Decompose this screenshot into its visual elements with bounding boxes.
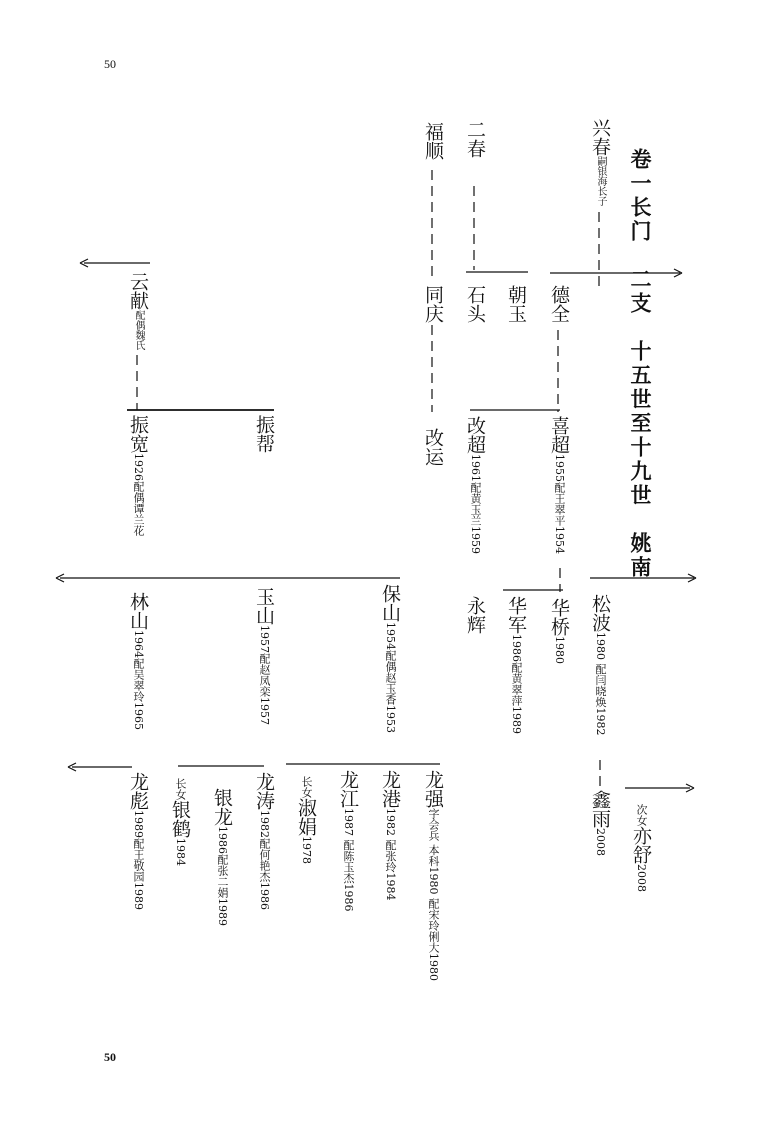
note: 1978 bbox=[300, 836, 313, 864]
note: 1982配何艳杰1986 bbox=[258, 810, 271, 910]
person-fushun: 福顺 bbox=[422, 122, 444, 160]
note: 1982 配张玲1984 bbox=[384, 808, 397, 901]
person-longgang bbox=[380, 770, 399, 901]
note: 1984 bbox=[174, 838, 187, 866]
name: 华军 bbox=[505, 596, 527, 634]
name: 松波 bbox=[589, 594, 611, 632]
name: 保山 bbox=[379, 584, 401, 622]
person-baoshan bbox=[380, 584, 399, 733]
note: 2008 bbox=[635, 864, 648, 892]
page-title: 卷一长门 二支 十五世至十九世 姚南 bbox=[628, 148, 653, 580]
name: 龙江 bbox=[337, 770, 359, 808]
name: 银龙 bbox=[211, 788, 233, 826]
note: 1989配王敬园1989 bbox=[132, 810, 145, 910]
name: 龙彪 bbox=[127, 772, 149, 810]
person-longtao bbox=[254, 772, 273, 910]
name: 龙港 bbox=[379, 770, 401, 808]
person-huajun bbox=[506, 596, 525, 734]
person-yunxian bbox=[128, 272, 147, 350]
prefix: 长女 bbox=[300, 776, 313, 798]
person-xinyu bbox=[590, 790, 609, 856]
name: 鑫雨 bbox=[589, 790, 611, 828]
note: 1954配偶赵玉香1953 bbox=[384, 622, 397, 733]
name: 华桥 bbox=[548, 598, 570, 636]
person-dequan: 德全 bbox=[548, 285, 570, 323]
name: 云献 bbox=[127, 272, 149, 310]
person-chaoyu: 朝玉 bbox=[505, 285, 527, 323]
person-yinhe bbox=[170, 778, 189, 866]
person-xichao bbox=[549, 416, 568, 554]
person-longbiao bbox=[128, 772, 147, 910]
name: 改超 bbox=[464, 416, 486, 454]
note: 1961配黄玉兰1959 bbox=[469, 454, 482, 554]
name: 淑娟 bbox=[295, 798, 317, 836]
person-longjiang bbox=[338, 770, 357, 912]
name: 亦舒 bbox=[630, 826, 652, 864]
note: 字会兵 本科1980 配宋玲俐大1980 bbox=[427, 808, 440, 981]
person-tongqing: 同庆 bbox=[422, 285, 444, 323]
note: 嗣银海长子 bbox=[595, 156, 606, 206]
prefix: 次女 bbox=[635, 804, 648, 826]
name: 银鹤 bbox=[169, 800, 191, 838]
name: 玉山 bbox=[253, 587, 275, 625]
person-shujuan bbox=[296, 776, 315, 864]
note: 1980 配闫晓焕1982 bbox=[594, 632, 607, 736]
note: 1986配张二娟1989 bbox=[216, 826, 229, 926]
name: 兴春 bbox=[589, 118, 611, 156]
note: 配偶魏氏 bbox=[133, 310, 144, 350]
person-songbo bbox=[590, 594, 609, 736]
person-zhenkuan bbox=[128, 415, 147, 536]
person-huaqiao bbox=[549, 598, 568, 664]
note: 1964配吴翠玲1965 bbox=[132, 630, 145, 730]
note: 1987 配陈玉杰1986 bbox=[342, 808, 355, 912]
person-gaiyun: 改运 bbox=[422, 428, 444, 466]
person-gaichao bbox=[465, 416, 484, 554]
name: 喜超 bbox=[548, 416, 570, 454]
person-longqiang bbox=[423, 770, 442, 981]
page-number-top: 50 bbox=[104, 57, 116, 71]
note: 1957配赵凤栾1957 bbox=[258, 625, 271, 725]
person-zhenbang: 振帮 bbox=[253, 415, 275, 453]
name: 林山 bbox=[127, 592, 149, 630]
person-xingchun bbox=[590, 118, 609, 206]
person-yishu bbox=[631, 804, 650, 892]
person-shitou: 石头 bbox=[464, 285, 486, 323]
note: 1955配王翠平1954 bbox=[553, 454, 566, 554]
note: 1986配黄翠萍1989 bbox=[510, 634, 523, 734]
note: 1926配偶谭兰花 bbox=[132, 453, 145, 536]
prefix: 长女 bbox=[174, 778, 187, 800]
page-number-bottom: 50 bbox=[104, 1050, 116, 1064]
person-yushan bbox=[254, 587, 273, 725]
name: 龙强 bbox=[422, 770, 444, 808]
name: 龙涛 bbox=[253, 772, 275, 810]
person-linshan bbox=[128, 592, 147, 730]
name: 振宽 bbox=[127, 415, 149, 453]
person-erchun: 二春 bbox=[464, 120, 486, 158]
person-yonghui: 永辉 bbox=[464, 596, 486, 634]
note: 2008 bbox=[594, 828, 607, 856]
person-yinlong bbox=[212, 788, 231, 926]
note: 1980 bbox=[553, 636, 566, 664]
